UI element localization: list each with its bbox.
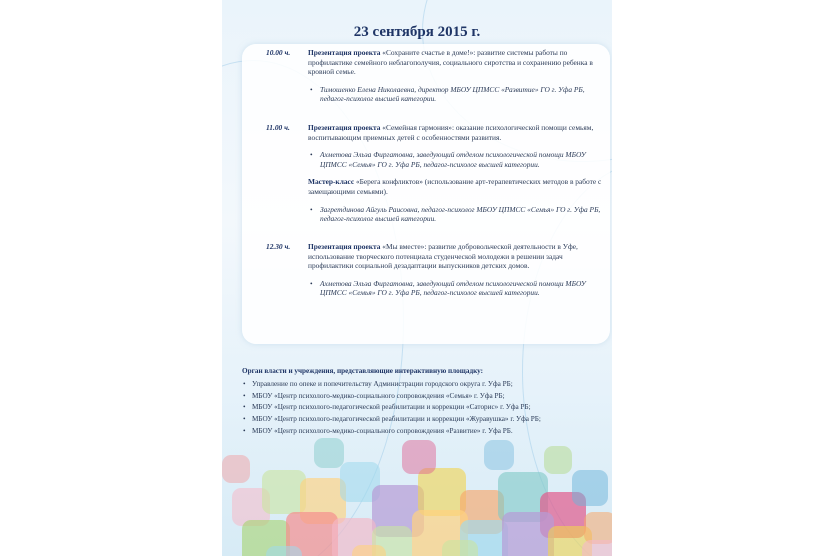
entry-speaker: • Ахметова Эльза Фиргатовна, заведующий отделом психологической помощи МБОУ ЦПМСС «Семья» ГО г. Уфа РБ, педагог-психолог высшей категории. (308, 150, 608, 169)
entry-text: «Семейная гармония»: оказание психологической помощи семьям, воспитывающим приемных детей с особенностями развития. (308, 123, 594, 142)
decorative-tile (222, 455, 250, 483)
organization-item: • МБОУ «Центр психолого-медико-социального сопровождения «Развитие» г. Уфа РБ. (242, 426, 602, 438)
entry-text: «Мы вместе»: развитие добровольческой деятельности в Уфе, использование творческого потенциала студенческой молодежи в решении задач профилактики социальной дезадаптации выпускников детских домов. (308, 242, 578, 271)
organizations-section (242, 366, 602, 438)
decorative-tile (442, 540, 478, 556)
entry-type: Мастер-класс (308, 177, 355, 187)
entry-time: 12.30 ч. (266, 242, 291, 251)
document-page (222, 0, 612, 556)
entry-speaker: • Ахметова Эльза Фиргатовна, заведующий отделом психологической помощи МБОУ ЦПМСС «Семья» ГО г. Уфа РБ, педагог-психолог высшей категории. (308, 279, 608, 298)
page-title-date: 23 сентября 2015 г. (353, 24, 481, 40)
entry-speaker: • Загретдинова Айгуль Раисовна, педагог-психолог МБОУ ЦПМСС «Семья» ГО г. Уфа РБ, педагог-психолог высшей категории. (308, 205, 608, 224)
decorative-tile (502, 512, 554, 556)
decorative-tile (572, 470, 608, 506)
entry-description (308, 48, 608, 104)
entry-type: Презентация проекта (308, 48, 381, 57)
organization-item: • МБОУ «Центр психолого-медико-социального сопровождения «Семья» г. Уфа РБ; (242, 391, 602, 403)
decorative-tile (544, 446, 572, 474)
decorative-tile (402, 440, 436, 474)
decorative-tile (484, 440, 514, 470)
entry-description (308, 123, 608, 224)
organization-item: • МБОУ «Центр психолого-педагогической реабилитации и коррекции «Саторис» г. Уфа РБ; (242, 402, 602, 414)
decorative-tile (352, 545, 386, 556)
decorative-tile (266, 546, 302, 556)
entry-speaker: • Тимошенко Елена Николаевна, директор МБОУ ЦПМСС «Развитие» ГО г. Уфа РБ, педагог-психолог высшей категории. (308, 85, 608, 104)
entry-type: Презентация проекта (308, 242, 381, 251)
decorative-tile (582, 540, 612, 556)
organization-item: • МБОУ «Центр психолого-педагогической реабилитации и коррекции «Журавушка» г. Уфа РБ; (242, 414, 602, 426)
decorative-tile (418, 468, 466, 516)
entry-type: Презентация проекта (308, 123, 381, 132)
organizations-title: Орган власти и учреждения, представляющие интерактивную площадку: (242, 367, 484, 375)
entry-text: «Берега конфликтов» (использование арт-терапевтических методов в работе с замещающими семьями). (308, 177, 602, 196)
organization-item: • Управление по опеке и попечительству Администрации городского округа г. Уфа РБ; (242, 379, 602, 391)
program-card (242, 44, 610, 344)
entry-description (308, 242, 608, 298)
decorative-tile (314, 438, 344, 468)
entry-text: «Сохраните счастье в доме!»: развитие системы работы по профилактике семейного неблагополучия, социального сиротства и сохранению ребенка в кровной семье. (308, 48, 593, 77)
entry-time: 11.00 ч. (266, 123, 290, 132)
entry-time: 10.00 ч. (266, 48, 291, 57)
entry-masterclass (308, 177, 608, 196)
